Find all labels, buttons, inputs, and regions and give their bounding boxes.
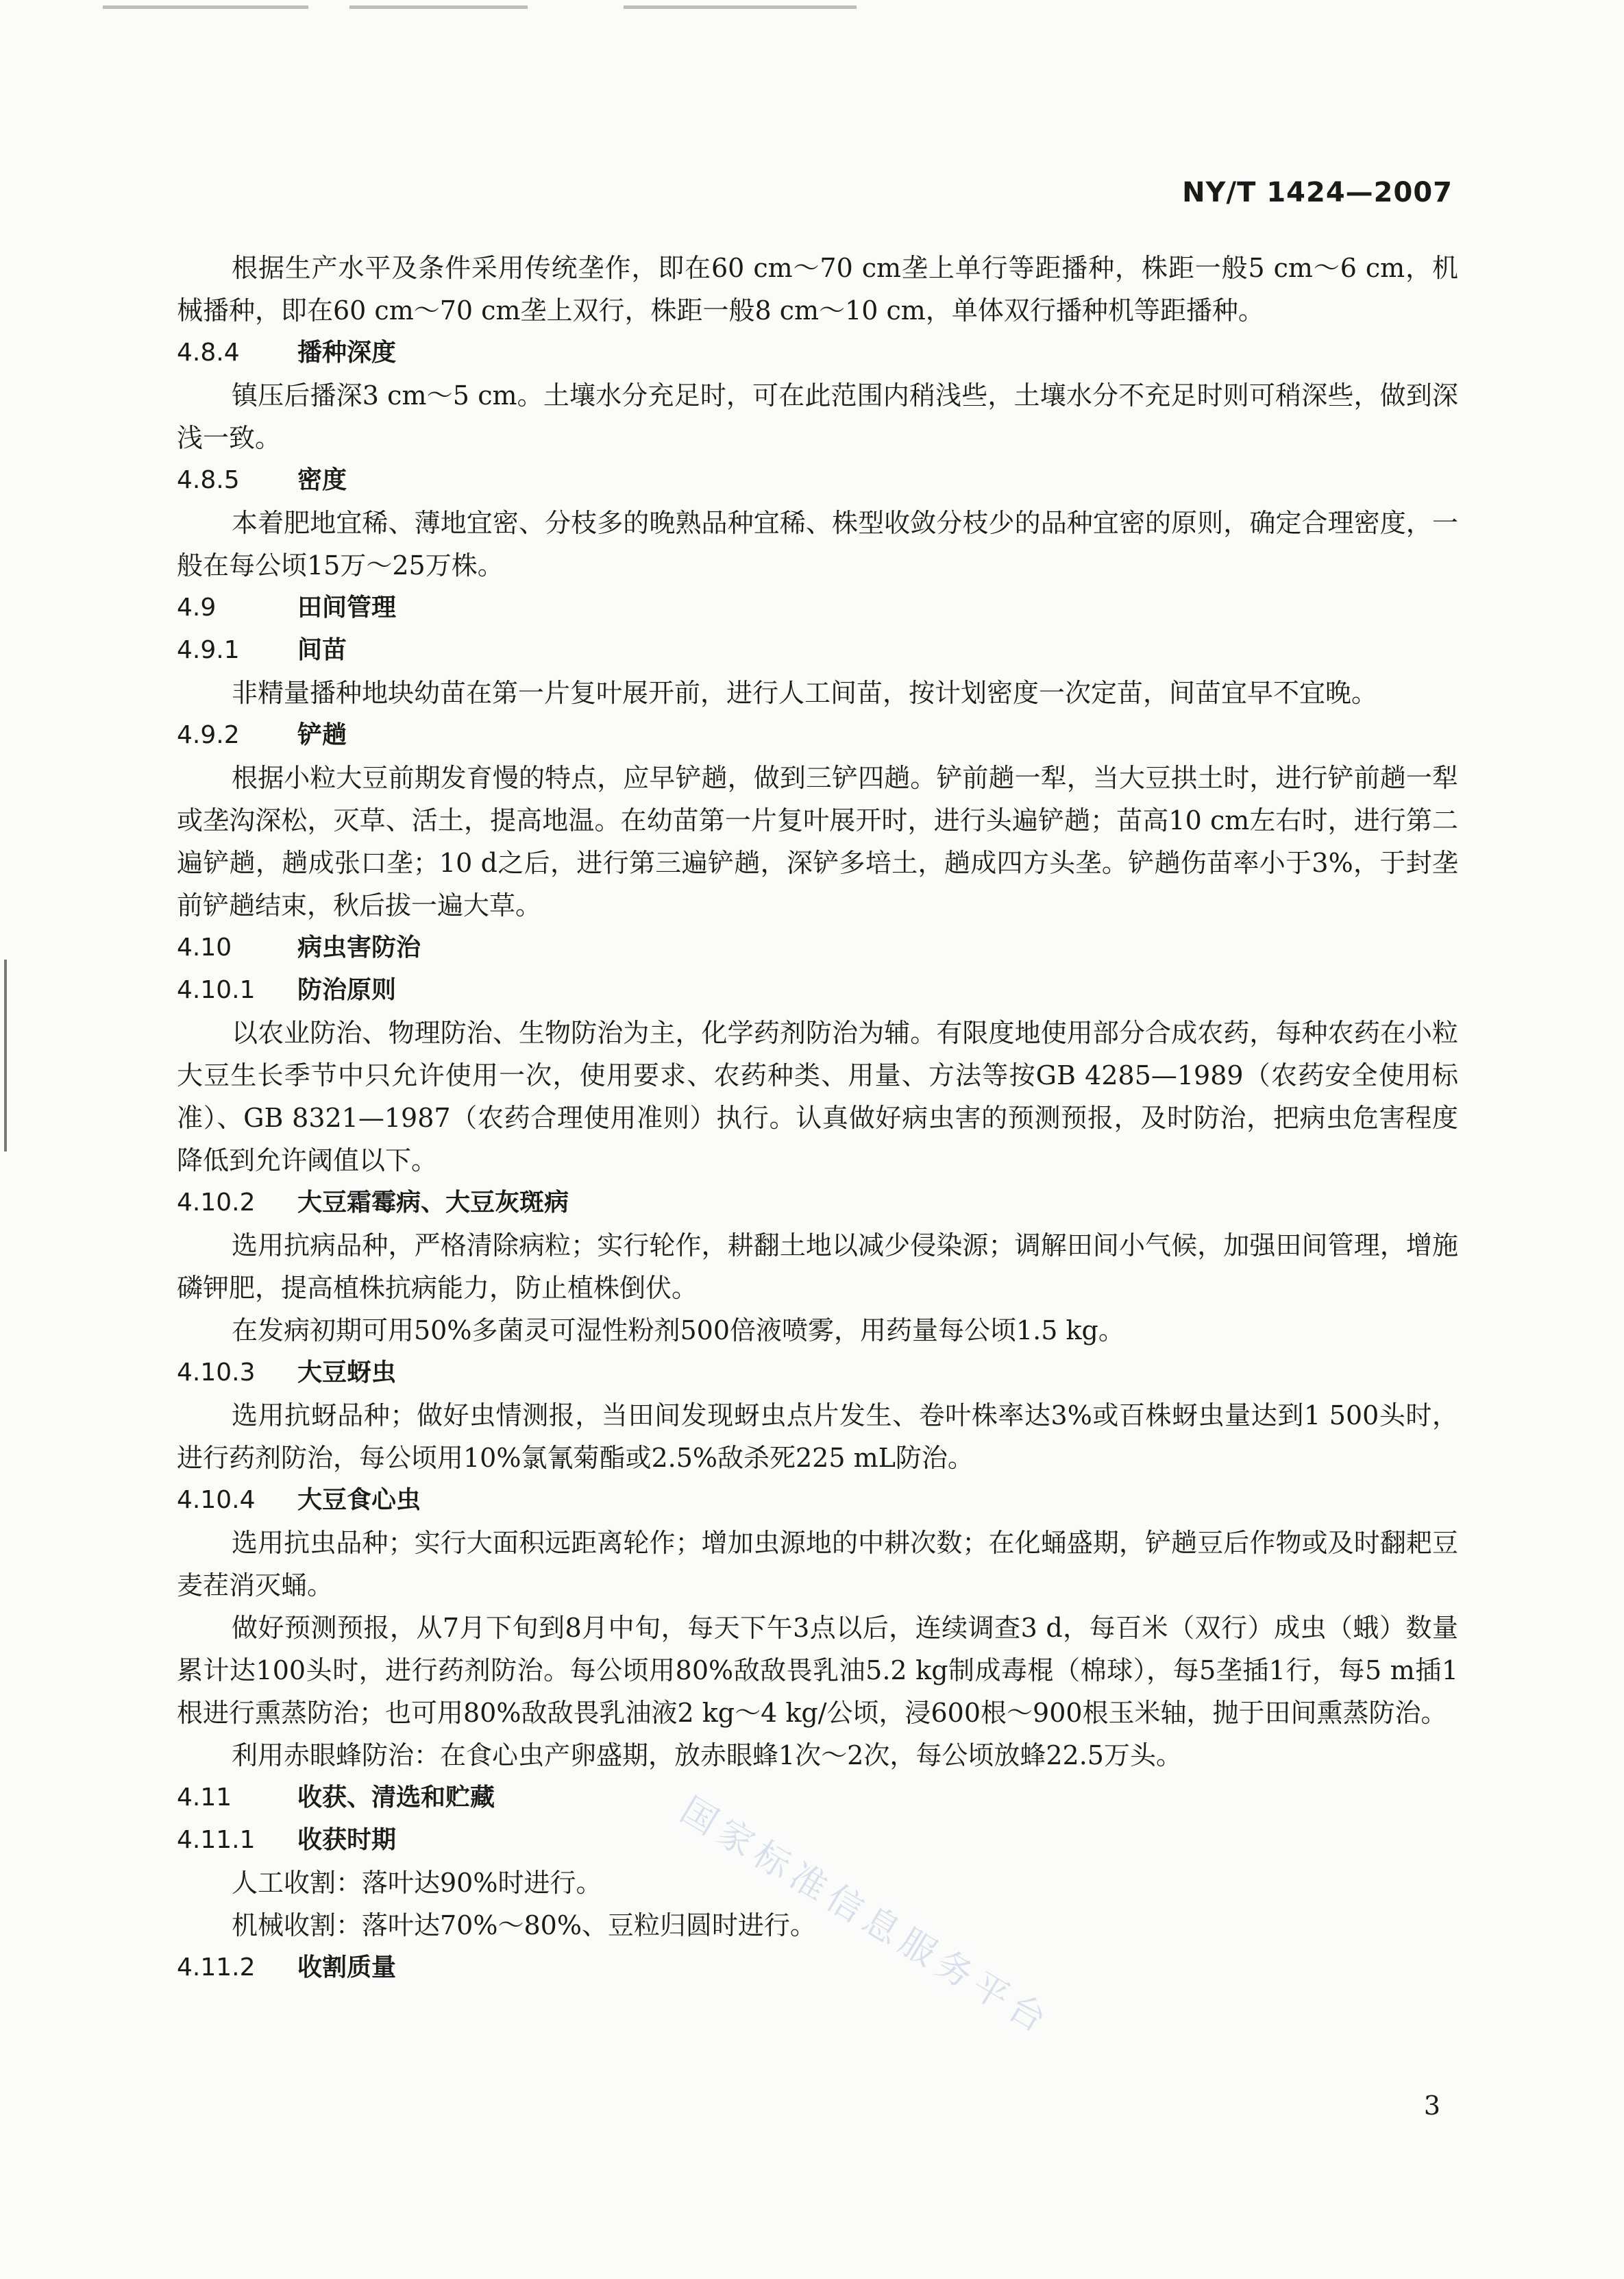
section-number: 4.11.1	[177, 1826, 256, 1854]
section-heading	[177, 1777, 1458, 1819]
section-number: 4.8.4	[177, 339, 240, 367]
section-title: 收割质量	[297, 1953, 397, 1982]
scan-left-edge-mark	[4, 960, 7, 1151]
section-number: 4.8.5	[177, 466, 240, 494]
section-heading	[177, 1479, 1458, 1522]
paragraph: 选用抗蚜品种；做好虫情测报，当田间发现蚜虫点片发生、卷叶株率达3%或百株蚜虫量达到1 500头时，进行药剂防治，每公顷用10%氯氰菊酯或2.5%敌杀死225 mL防治。	[177, 1400, 1458, 1473]
paragraph: 本着肥地宜稀、薄地宜密、分枝多的晚熟品种宜稀、株型收敛分枝少的品种宜密的原则，确定合理密度，一般在每公顷15万～25万株。	[177, 508, 1458, 581]
section-title: 大豆食心虫	[297, 1486, 421, 1514]
section-title: 密度	[297, 466, 347, 494]
paragraph: 根据小粒大豆前期发育慢的特点，应早铲趟，做到三铲四趟。铲前趟一犁，当大豆拱土时，进行铲前趟一犁或垄沟深松，灭草、活土，提高地温。在幼苗第一片复叶展开时，进行头遍铲趟；苗高10 cm左右时，进行第二遍铲趟，趟成张口垄；10 d之后，进行第三遍铲趟，深铲多培土，趟成四方头垄。铲趟伤苗率小于3%，于封垄前铲趟结束，秋后拔一遍大草。	[177, 763, 1458, 921]
section-heading	[177, 629, 1458, 672]
section-heading	[177, 714, 1458, 757]
section-heading	[177, 587, 1458, 629]
paragraph: 机械收割：落叶达70%～80%、豆粒归圆时进行。	[232, 1910, 816, 1940]
section-title: 防治原则	[297, 976, 397, 1004]
section-number: 4.10.3	[177, 1358, 256, 1387]
section-title: 病虫害防治	[297, 934, 421, 962]
section-number: 4.9	[177, 594, 217, 622]
section-number: 4.10	[177, 934, 232, 962]
section-title: 大豆蚜虫	[297, 1358, 397, 1387]
section-number: 4.9.2	[177, 721, 240, 749]
section-heading	[177, 332, 1458, 374]
watermark: 国家标准信息服务平台	[673, 1790, 1059, 2044]
section-title: 播种深度	[297, 339, 397, 367]
section-number: 4.10.2	[177, 1189, 256, 1217]
section-title: 间苗	[297, 636, 347, 664]
section-heading	[177, 1947, 1458, 1989]
paragraph: 根据生产水平及条件采用传统垄作，即在60 cm～70 cm垄上单行等距播种，株距一般5 cm～6 cm，机械播种，即在60 cm～70 cm垄上双行，株距一般8 cm～10 cm，单体双行播种机等距播种。	[177, 253, 1458, 326]
section-title: 大豆霜霉病、大豆灰斑病	[297, 1189, 569, 1217]
page-number: 3	[1423, 2091, 1440, 2121]
paragraph: 选用抗虫品种；实行大面积远距离轮作；增加虫源地的中耕次数；在化蛹盛期，铲趟豆后作物或及时翻耙豆麦茬消灭蛹。	[177, 1528, 1458, 1600]
paragraph: 非精量播种地块幼苗在第一片复叶展开前，进行人工间苗，按计划密度一次定苗，间苗宜早不宜晚。	[232, 678, 1378, 708]
section-number: 4.10.4	[177, 1486, 256, 1514]
section-heading	[177, 1182, 1458, 1224]
section-heading	[177, 927, 1458, 969]
section-heading	[177, 1352, 1458, 1394]
paragraph: 选用抗病品种，严格清除病粒；实行轮作，耕翻土地以减少侵染源；调解田间小气候，加强田间管理，增施磷钾肥，提高植株抗病能力，防止植株倒伏。	[177, 1230, 1458, 1303]
paragraph: 做好预测预报，从7月下旬到8月中旬，每天下午3点以后，连续调查3 d，每百米（双行）成虫（蛾）数量累计达100头时，进行药剂防治。每公顷用80%敌敌畏乳油5.2 kg制成毒棍（棉球），每5垄插1行，每5 m插1根进行熏蒸防治；也可用80%敌敌畏乳油液2 kg～4 kg/公顷，浸600根～900根玉米轴，抛于田间熏蒸防治。	[177, 1613, 1458, 1728]
document-code: NY/T 1424—2007	[1182, 177, 1453, 208]
section-title: 田间管理	[297, 594, 397, 622]
document-body	[177, 247, 1458, 1989]
paragraph: 利用赤眼蜂防治：在食心虫产卵盛期，放赤眼蜂1次～2次，每公顷放蜂22.5万头。	[232, 1740, 1182, 1770]
section-heading	[177, 459, 1458, 502]
section-number: 4.11	[177, 1783, 232, 1812]
section-title: 收获时期	[297, 1826, 397, 1854]
scan-top-edge	[103, 0, 877, 18]
section-number: 4.11.2	[177, 1953, 256, 1982]
section-title: 铲趟	[297, 721, 347, 749]
section-number: 4.10.1	[177, 976, 256, 1004]
paragraph: 以农业防治、物理防治、生物防治为主，化学药剂防治为辅。有限度地使用部分合成农药，每种农药在小粒大豆生长季节中只允许使用一次，使用要求、农药种类、用量、方法等按GB 4285—1989（农药安全使用标准）、GB 8321—1987（农药合理使用准则）执行。认真做好病虫害的预测预报，及时防治，把病虫危害程度降低到允许阈值以下。	[177, 1018, 1458, 1175]
section-title: 收获、清选和贮藏	[297, 1783, 495, 1812]
paragraph: 人工收割：落叶达90%时进行。	[232, 1868, 602, 1898]
section-number: 4.9.1	[177, 636, 240, 664]
paragraph: 镇压后播深3 cm～5 cm。土壤水分充足时，可在此范围内稍浅些，土壤水分不充足时则可稍深些，做到深浅一致。	[177, 380, 1458, 453]
paragraph: 在发病初期可用50%多菌灵可湿性粉剂500倍液喷雾，用药量每公顷1.5 kg。	[232, 1315, 1124, 1345]
section-heading	[177, 969, 1458, 1012]
